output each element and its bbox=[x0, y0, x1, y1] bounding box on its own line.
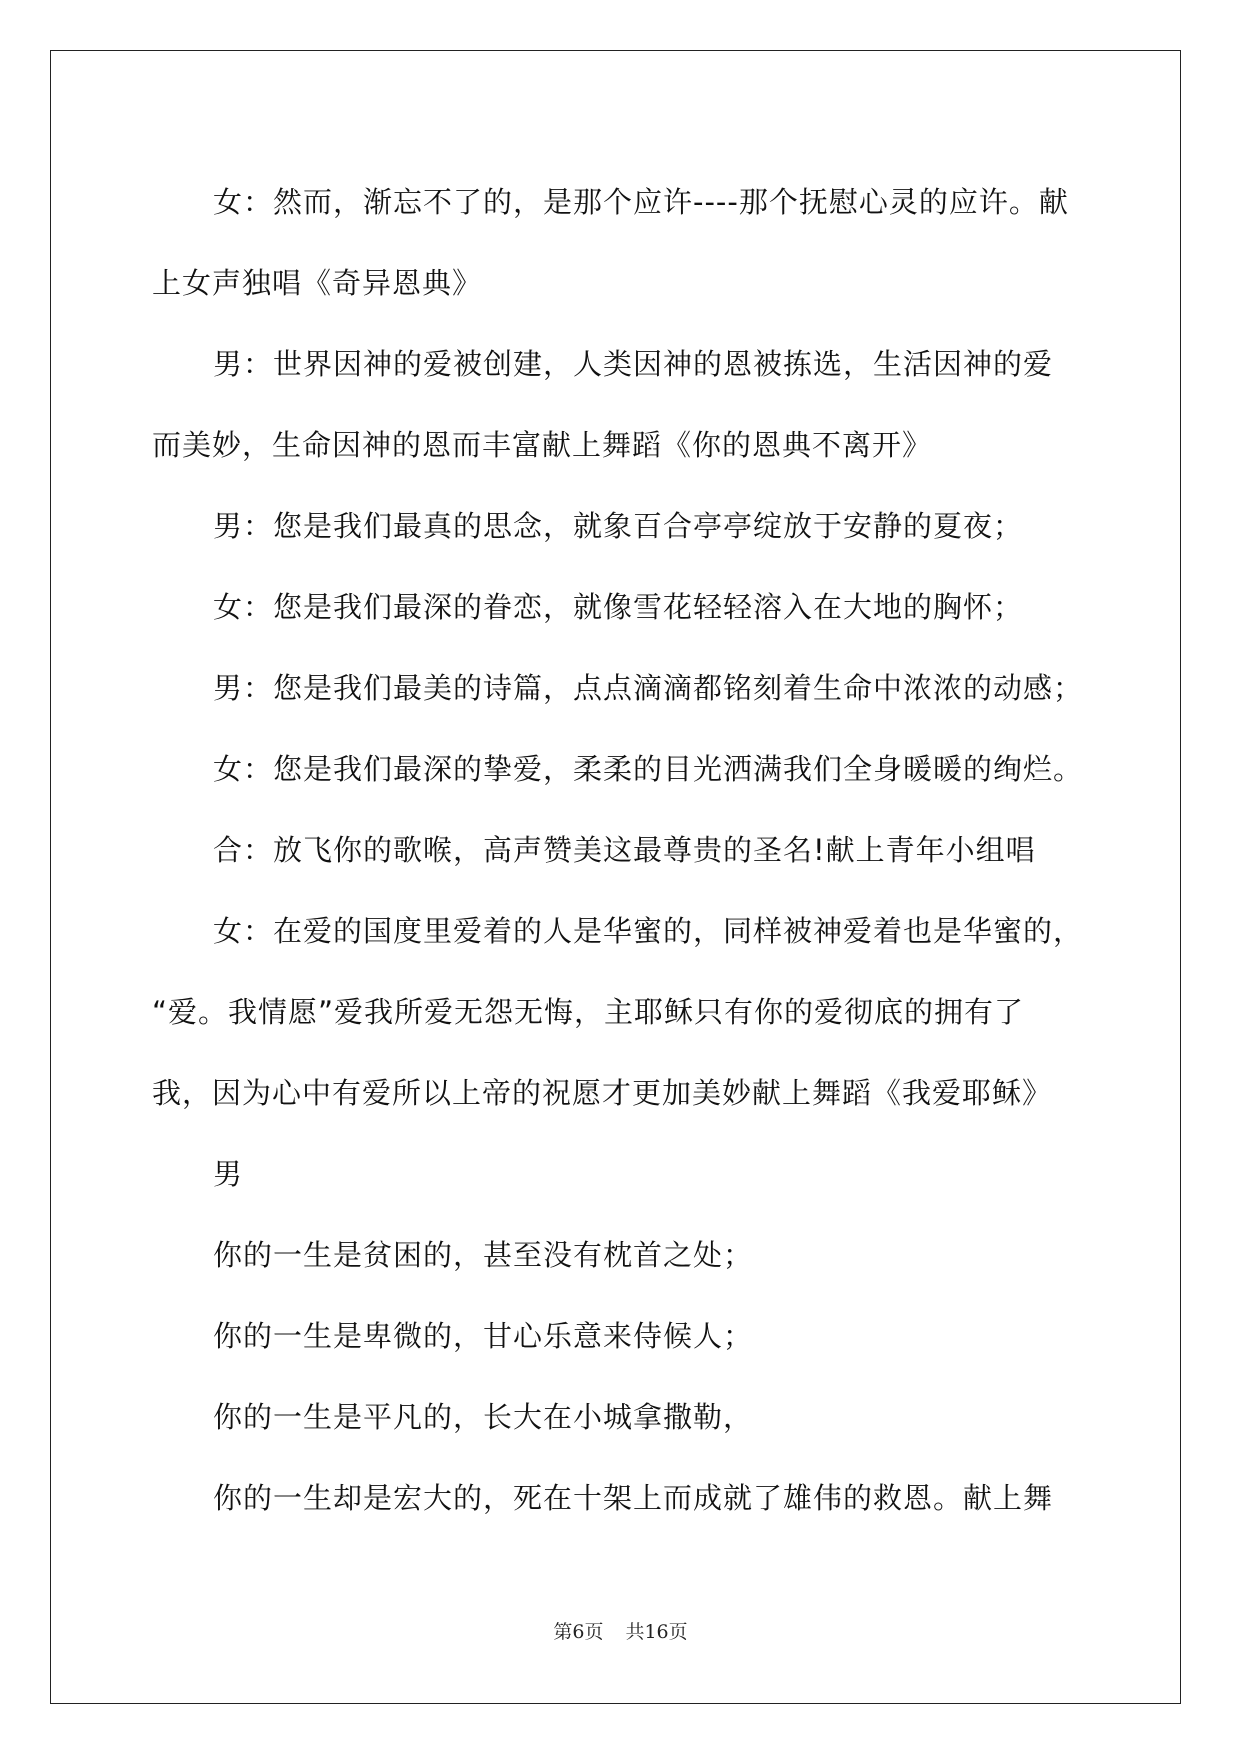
paragraph bbox=[152, 486, 1102, 567]
paragraph-line: 上女声独唱《奇异恩典》 bbox=[152, 266, 483, 300]
page-total: 共16页 bbox=[625, 1621, 688, 1643]
paragraph bbox=[152, 648, 1102, 729]
paragraph bbox=[152, 1377, 1102, 1458]
paragraph-line: 你的一生是平凡的，长大在小城拿撒勒， bbox=[213, 1400, 754, 1434]
paragraph-line: 男：您是我们最真的思念，就象百合亭亭绽放于安静的夏夜； bbox=[213, 509, 1024, 543]
paragraph bbox=[152, 810, 1102, 891]
paragraph-line: 女：然而，渐忘不了的，是那个应许----那个抚慰心灵的应许。献 bbox=[213, 185, 1069, 219]
paragraph-line: 男 bbox=[213, 1157, 244, 1191]
paragraph-line: 女：在爱的国度里爱着的人是华蜜的，同样被神爱着也是华蜜的， bbox=[213, 914, 1084, 948]
paragraph-line: 男：您是我们最美的诗篇，点点滴滴都铭刻着生命中浓浓的动感； bbox=[213, 671, 1084, 705]
page-footer bbox=[0, 1617, 1241, 1644]
paragraph bbox=[152, 1296, 1102, 1377]
paragraph-line: 而美妙，生命因神的恩而丰富献上舞蹈《你的恩典不离开》 bbox=[152, 428, 933, 462]
paragraph-line: 我，因为心中有爱所以上帝的祝愿才更加美妙献上舞蹈《我爱耶稣》 bbox=[152, 1076, 1053, 1110]
paragraph-line: 女：您是我们最深的眷恋，就像雪花轻轻溶入在大地的胸怀； bbox=[213, 590, 1024, 624]
paragraph bbox=[152, 1458, 1102, 1539]
paragraph-line: 你的一生是贫困的，甚至没有枕首之处； bbox=[213, 1238, 754, 1272]
paragraph-line: 合：放飞你的歌喉，高声赞美这最尊贵的圣名!献上青年小组唱 bbox=[213, 833, 1036, 867]
paragraph bbox=[152, 1215, 1102, 1296]
paragraph bbox=[152, 567, 1102, 648]
paragraph bbox=[152, 891, 1102, 1134]
paragraph bbox=[152, 162, 1102, 324]
paragraph bbox=[152, 1134, 1102, 1215]
paragraph-line: “爱。我情愿”爱我所爱无怨无悔，主耶稣只有你的爱彻底的拥有了 bbox=[152, 995, 1025, 1029]
paragraph bbox=[152, 324, 1102, 486]
paragraph bbox=[152, 729, 1102, 810]
paragraph-line: 男：世界因神的爱被创建，人类因神的恩被拣选，生活因神的爱 bbox=[213, 347, 1054, 381]
page-number: 第6页 bbox=[553, 1621, 604, 1643]
document-body bbox=[152, 162, 1102, 1539]
paragraph-line: 你的一生是卑微的，甘心乐意来侍候人； bbox=[213, 1319, 754, 1353]
paragraph-line: 你的一生却是宏大的，死在十架上而成就了雄伟的救恩。献上舞 bbox=[213, 1481, 1054, 1515]
paragraph-line: 女：您是我们最深的挚爱，柔柔的目光洒满我们全身暖暖的绚烂。 bbox=[213, 752, 1084, 786]
